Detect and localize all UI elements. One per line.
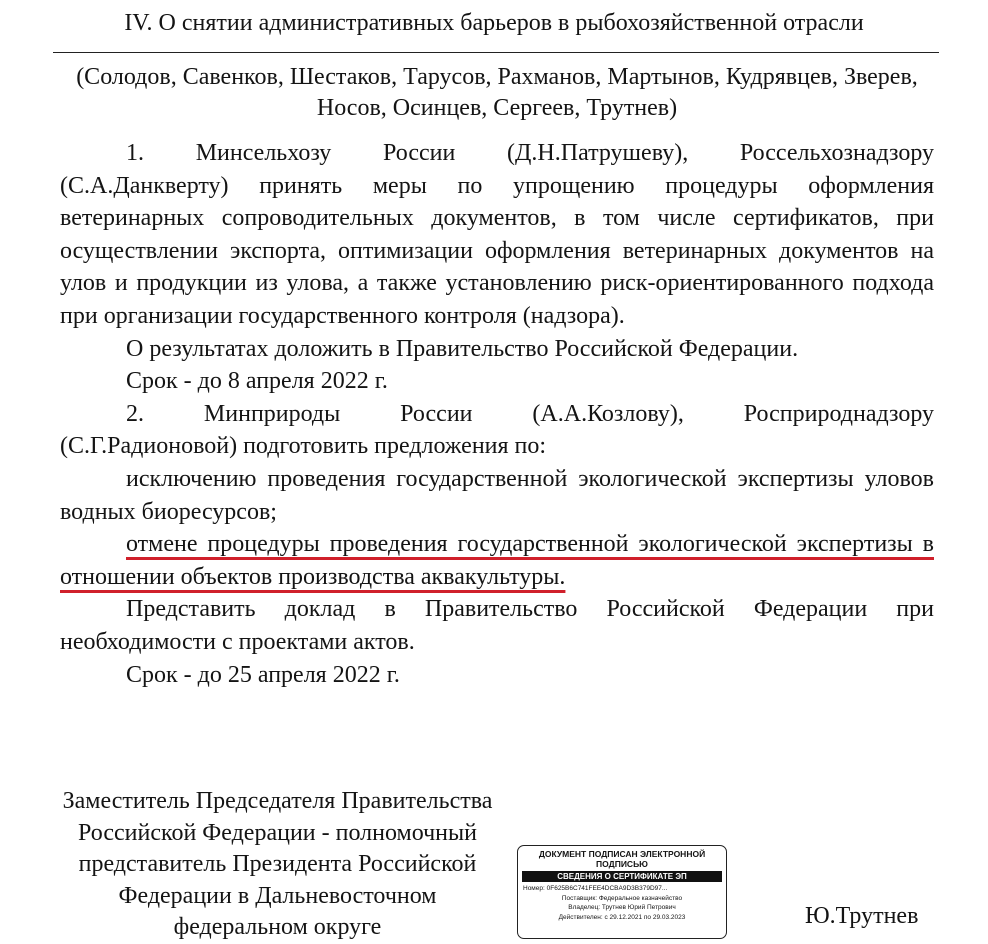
item2-report: Представить доклад в Правительство Российской Федерации при необходимости с проектами актов. [60,596,934,655]
highlighted-point: отмене процедуры проведения государственной экологической экспертизы в отношении объектов производства аквакультуры. [60,531,934,590]
item1-lead: 1. Минсельхозу России (Д.Н.Патрушеву), Россельхознадзору [126,140,934,166]
item2-text: (С.Г.Радионовой) подготовить предложения по: [60,433,547,460]
stamp-issuer: Поставщик: Федеральное казначейство [561,894,683,902]
document-body [60,137,934,691]
stamp-title: ДОКУМЕНТ ПОДПИСАН ЭЛЕКТРОННОЙ ПОДПИСЬЮ [538,849,706,869]
item2-deadline: Срок - до 25 апреля 2022 г. [126,661,400,688]
item1-text: (С.А.Данкверту) принять меры по упрощению процедуры оформления ветеринарных сопроводительных документов, в том числе сертификатов, при осуществлении экспорта, оптимизации оформления ветеринарных документов на улов и продукции из улова, а также установлению риск-ориентированного подхода при организации государственного контроля (надзора). [60,172,934,329]
stamp-validity: Действителен: с 29.12.2021 по 29.03.2023 [558,913,686,921]
item2-point1: исключению проведения государственной экологической экспертизы уловов водных биоресурсов; [60,465,934,525]
item2-lead: 2. Минприроды России (А.А.Козлову), Росприроднадзору [126,400,934,427]
stamp-number: Номер: 0F625B6C741FEE4DCBA9D3B379D97... [523,885,668,892]
signature-name: Ю.Трутнев [805,903,919,929]
responsible-officials: (Солодов, Савенков, Шестаков, Тарусов, Рахманов, Мартынов, Кудрявцев, Зверев, Носов, Осинцев, Сергеев, Трутнев) [76,64,918,121]
item1-deadline: Срок - до 8 апреля 2022 г. [126,368,388,395]
signer-title: Заместитель Председателя Правительства Российской Федерации - полномочный представитель Президента Российской Федерации в Дальневосточном федеральном округе [62,788,493,940]
heading-divider [53,52,939,53]
stamp-certificate-bar: СВЕДЕНИЯ О СЕРТИФИКАТЕ ЭП [522,871,722,882]
item1-report: О результатах доложить в Правительство Российской Федерации. [126,335,799,362]
item2-point2 [60,528,934,593]
section-heading: IV. О снятии административных барьеров в рыбохозяйственной отрасли [124,10,864,36]
stamp-owner: Владелец: Трутнев Юрий Петрович [568,904,676,911]
e-signature-stamp [517,845,727,939]
